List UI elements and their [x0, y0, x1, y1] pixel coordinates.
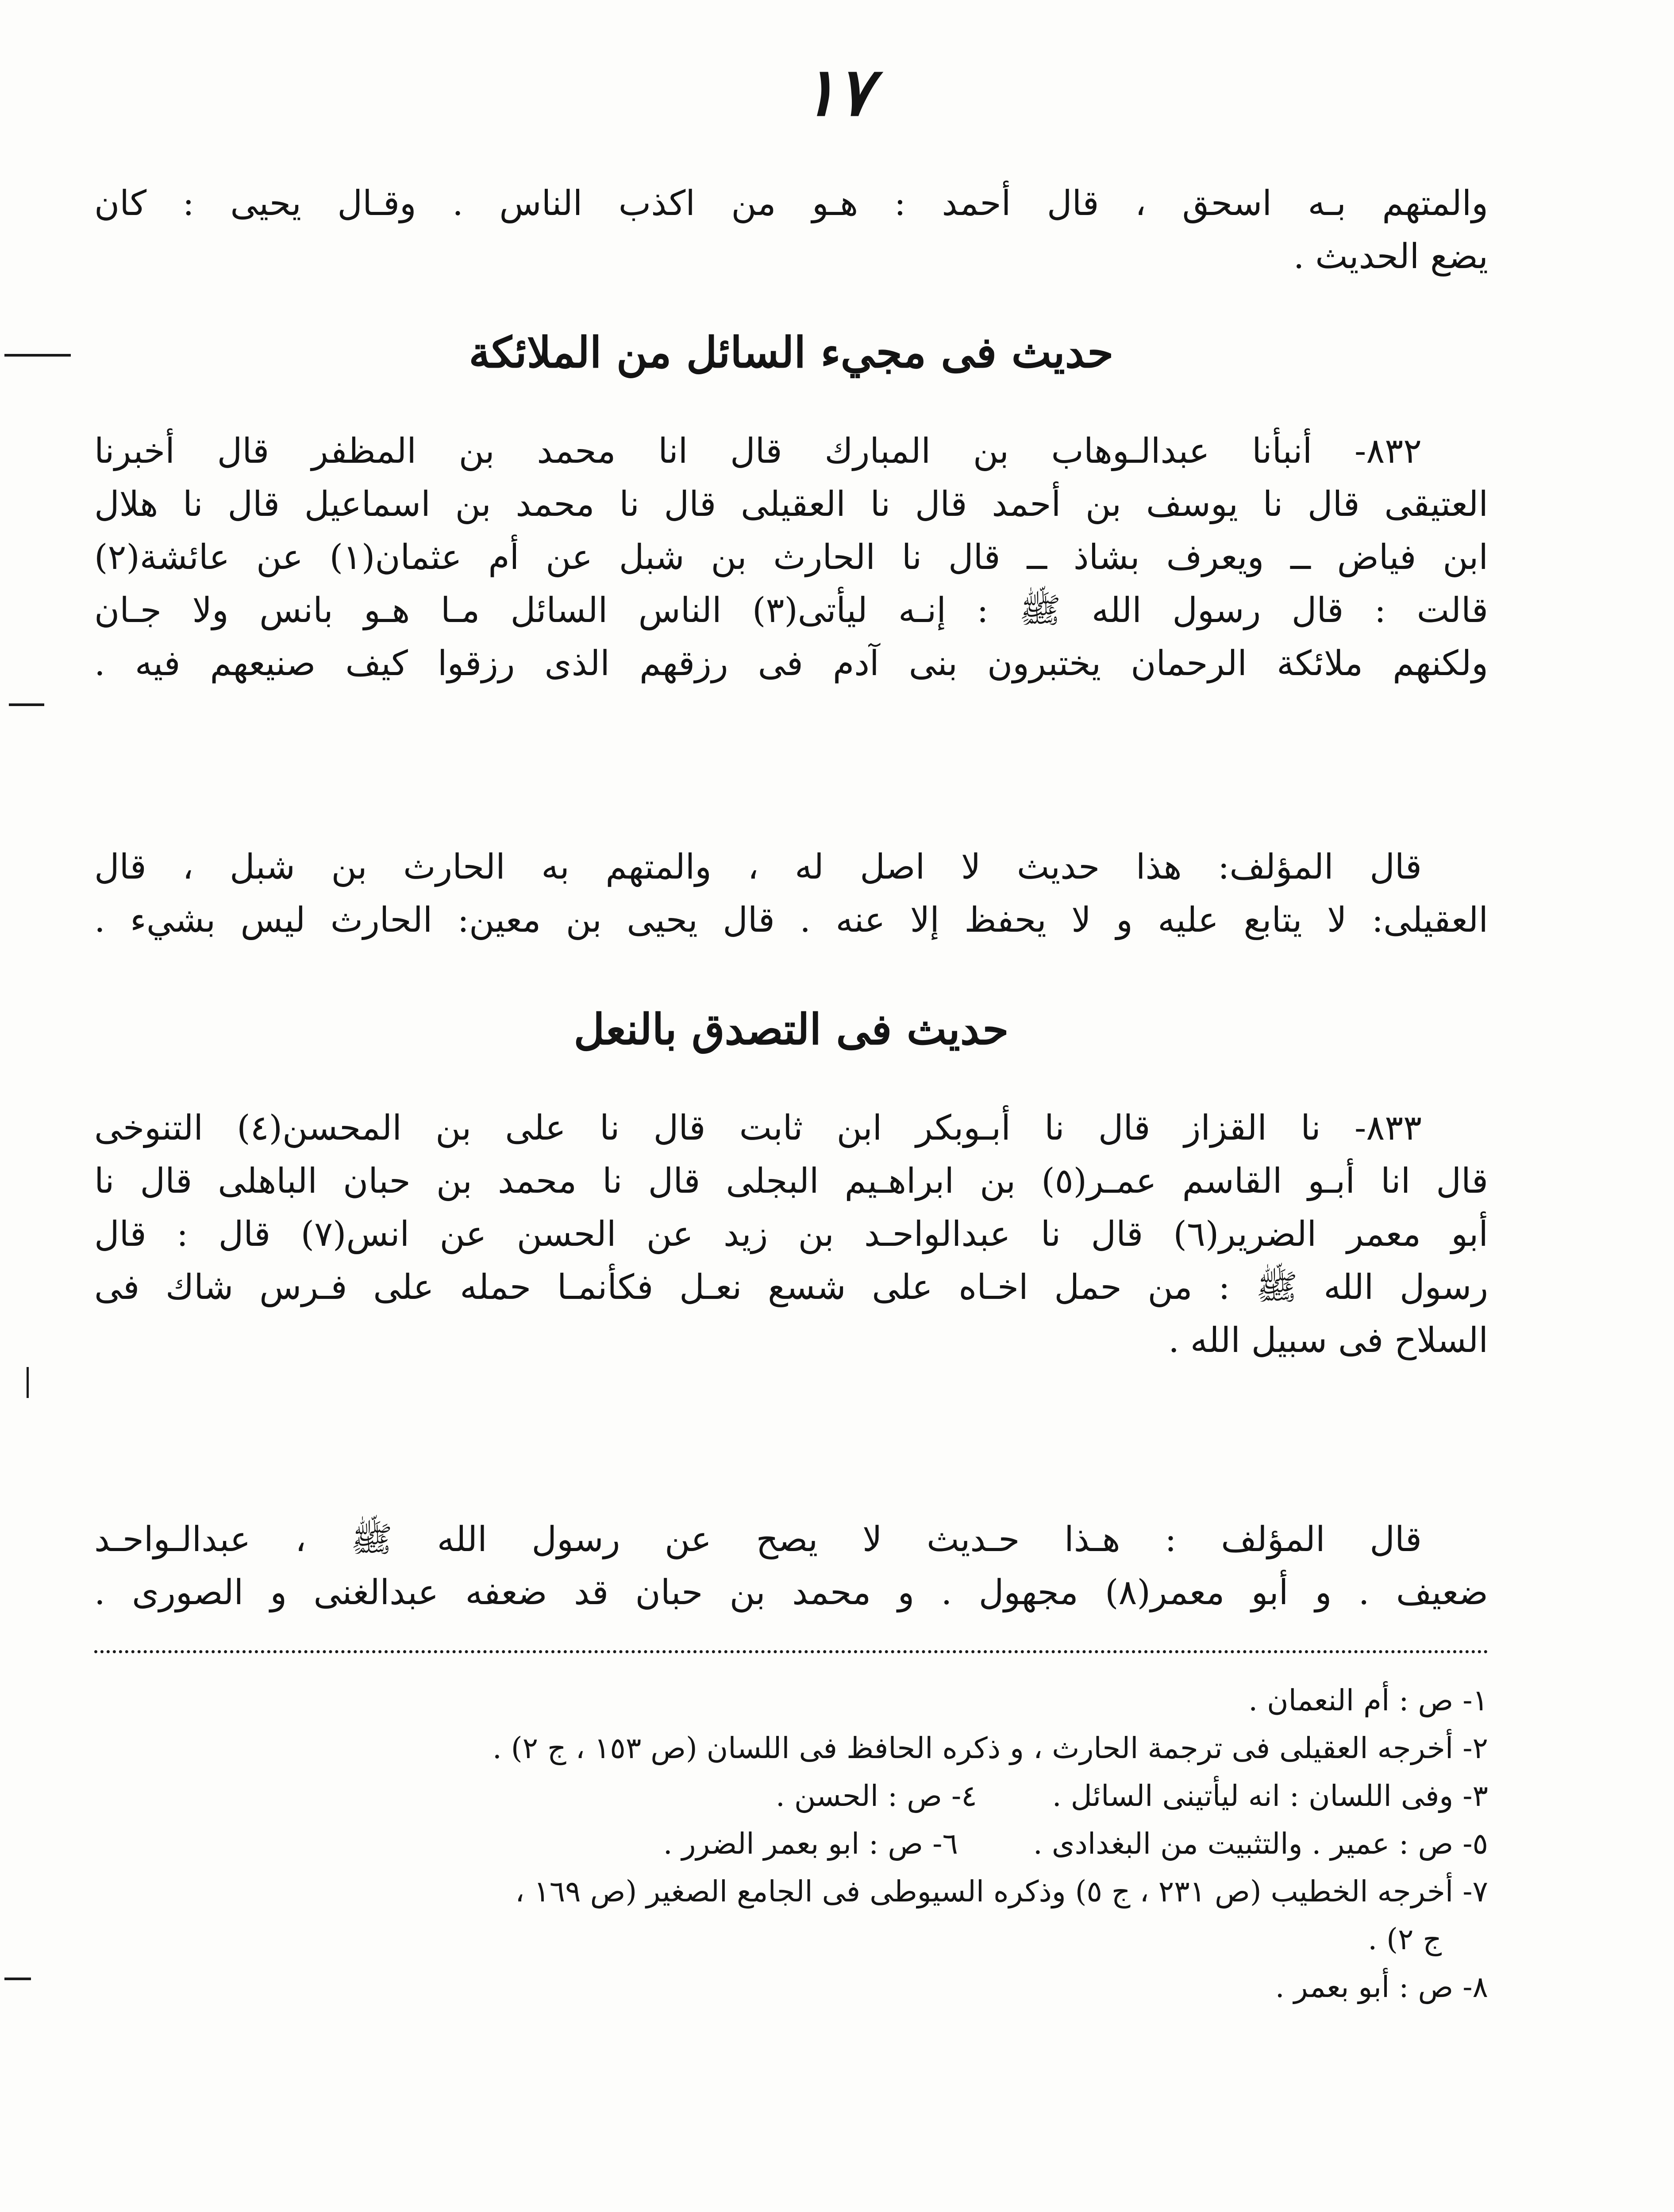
footnote-separator	[94, 1650, 1488, 1653]
footnote-row	[94, 1820, 1488, 1868]
footnote: ٧- أخرجه الخطيب (ص ٢٣١ ، ج ٥) وذكره السيوطى فى الجامع الصغير (ص ١٦٩ ،	[515, 1874, 1488, 1909]
text-line: ضعيف . و أبو معمر(٨) مجهول . و محمد بن حبان قد ضعفه عبدالغنى و الصورى .	[94, 1573, 1489, 1613]
footnote: ٥- ص : عمير . والتثبيت من البغدادى .	[1033, 1827, 1488, 1861]
footnote-continuation: ج ٢) .	[1368, 1922, 1442, 1956]
scan-margin-mark	[27, 1367, 29, 1398]
section-heading: حديث فى مجيء السائل من الملائكة	[469, 327, 1114, 377]
intro-paragraph	[94, 177, 1488, 283]
scan-margin-mark	[4, 354, 71, 357]
footnote: ٦- ص : ابو بعمر الضرر .	[663, 1827, 958, 1861]
text-line: والمتهم بـه اسحق ، قال أحمد : هـو من اكذب الناس . وقـال يحيى : كان	[94, 184, 1488, 223]
page-number: ١٧	[801, 53, 873, 131]
text-line: ولكنهم ملائكة الرحمان يختبرون بنى آدم فى رزقهم الذى رزقوا كيف صنيعهم فيه .	[94, 644, 1488, 684]
text-line: قال المؤلف : هـذا حـديث لا يصح عن رسول الله ﷺ ، عبدالـواحـد	[94, 1520, 1422, 1559]
hadith-paragraph	[94, 1102, 1488, 1367]
author-comment	[94, 1513, 1488, 1619]
text-line: يضع الحديث .	[1293, 237, 1488, 276]
text-line: ٨٣٣- نا القزاز قال نا أبـوبكر ابن ثابت قال نا على بن المحسن(٤) التنوخى	[94, 1108, 1422, 1148]
footnote: ٢- أخرجه العقيلى فى ترجمة الحارث ، و ذكره الحافظ فى اللسان (ص ١٥٣ ، ج ٢) .	[492, 1731, 1488, 1765]
footnote: ١- ص : أم النعمان .	[1248, 1683, 1488, 1717]
text-line: قال المؤلف: هذا حديث لا اصل له ، والمتهم به الحارث بن شبل ، قال	[94, 847, 1422, 887]
section-heading: حديث فى التصدق بالنعل	[573, 1004, 1009, 1054]
text-line: قال انا أبـو القاسم عمـر(٥) بن ابراهـيم البجلى قال نا محمد بن حبان الباهلى قال نا	[94, 1161, 1488, 1201]
footnote: ٨- ص : أبو بعمر .	[1275, 1970, 1488, 2004]
footnote: ٣- وفى اللسان : انه ليأتينى السائل .	[1052, 1779, 1488, 1813]
hadith-paragraph	[94, 425, 1488, 690]
text-line: ابن فياض ــ ويعرف بشاذ ــ قال نا الحارث بن شبل عن أم عثمان(١) عن عائشة(٢)	[94, 538, 1488, 577]
text-line: رسول الله ﷺ : من حمل اخـاه على شسع نعـل فكأنمـا حمله على فـرس شاك فى	[94, 1267, 1488, 1307]
text-line: قالت : قال رسول الله ﷺ : إنـه ليأتى(٣) الناس السائل مـا هـو بانس ولا جـان	[94, 591, 1488, 630]
scan-margin-mark	[4, 1978, 31, 1980]
author-comment	[94, 841, 1488, 947]
footnote: ٤- ص : الحسن .	[775, 1779, 977, 1813]
footnotes	[94, 1677, 1488, 2011]
scan-margin-mark	[9, 703, 44, 706]
text-line: السلاح فى سبيل الله .	[1168, 1321, 1488, 1360]
text-line: أبو معمر الضرير(٦) قال نا عبدالواحـد بن زيد عن الحسن عن انس(٧) قال : قال	[94, 1214, 1488, 1254]
text-line: العقيلى: لا يتابع عليه و لا يحفظ إلا عنه . قال يحيى بن معين: الحارث ليس بشيء .	[94, 900, 1488, 940]
text-line: ٨٣٢- أنبأنا عبدالـوهاب بن المبارك قال انا محمد بن المظفر قال أخبرنا	[94, 431, 1422, 471]
footnote-row	[94, 1772, 1488, 1820]
text-line: العتيقى قال نا يوسف بن أحمد قال نا العقيلى قال نا محمد بن اسماعيل قال نا هلال	[94, 484, 1488, 524]
